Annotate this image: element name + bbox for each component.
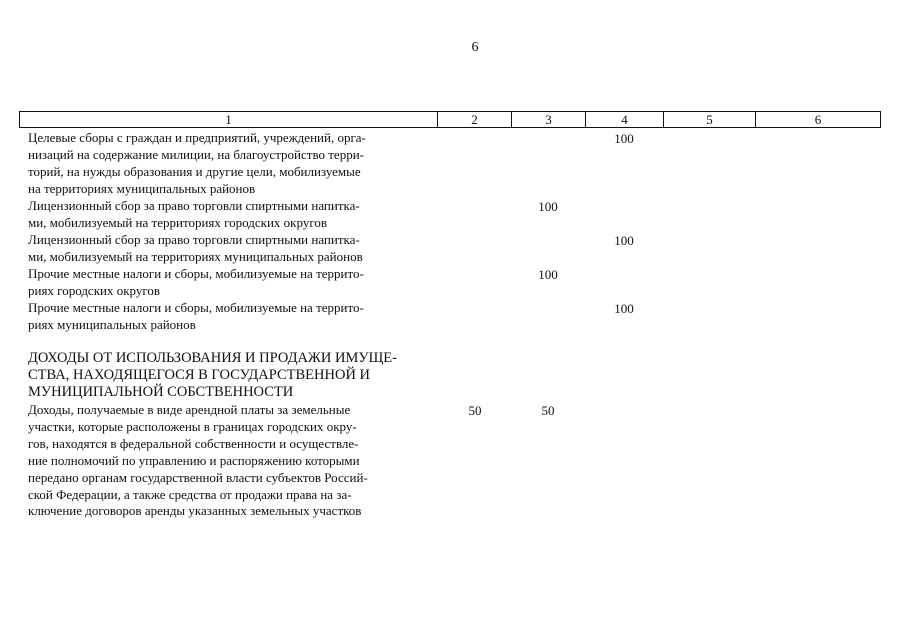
header-col-1: 1 — [20, 112, 438, 127]
table-row-label — [28, 198, 428, 232]
header-col-2: 2 — [438, 112, 512, 127]
row-line: участки, которые расположены в границах городских окру- — [28, 418, 357, 434]
row-value-col4: 100 — [614, 233, 634, 248]
row-line: ми, мобилизуемый на территориях муниципальных районов — [28, 248, 363, 264]
row-value-col3: 100 — [538, 199, 558, 214]
row-line: на территориях муниципальных районов — [28, 180, 256, 196]
row-value-col4: 100 — [614, 131, 634, 146]
row-line: ми, мобилизуемый на территориях городских округов — [28, 214, 327, 230]
table-row-label — [28, 266, 428, 300]
table-header-row — [19, 111, 881, 128]
row-value-col3: 50 — [541, 403, 555, 418]
row-line: риях муниципальных районов — [28, 316, 196, 332]
row-line: низаций на содержание милиции, на благоустройство терри- — [28, 146, 364, 162]
row-line: Доходы, получаемые в виде арендной платы за земельные — [28, 402, 351, 417]
section-heading-line: ДОХОДЫ ОТ ИСПОЛЬЗОВАНИЯ И ПРОДАЖИ ИМУЩЕ- — [28, 350, 397, 366]
table-row-label — [28, 402, 428, 520]
row-line: риях городских округов — [28, 282, 161, 298]
row-value-col4: 100 — [614, 301, 634, 316]
row-line: Лицензионный сбор за право торговли спиртными напитка- — [28, 232, 360, 247]
row-value-col3: 100 — [538, 267, 558, 282]
row-value-col2: 50 — [468, 403, 482, 418]
table-row-label — [28, 232, 428, 266]
row-line: Целевые сборы с граждан и предприятий, учреждений, орга- — [28, 130, 366, 145]
row-line: передано органам государственной власти субъектов Россий- — [28, 469, 368, 485]
row-line: ключение договоров аренды указанных земельных участков — [28, 503, 362, 519]
header-col-6: 6 — [814, 112, 822, 127]
section-heading-line: СТВА, НАХОДЯЩЕГОСЯ В ГОСУДАРСТВЕННОЙ И — [28, 367, 371, 383]
row-line: торий, на нужды образования и другие цели, мобилизуемые — [28, 163, 361, 179]
row-line: ской Федерации, а также средства от продажи права на за- — [28, 486, 352, 502]
section-heading-line: МУНИЦИПАЛЬНОЙ СОБСТВЕННОСТИ — [28, 384, 294, 400]
header-col-5: 5 — [664, 112, 756, 127]
header-col-3: 3 — [512, 112, 586, 127]
row-line: Лицензионный сбор за право торговли спиртными напитка- — [28, 198, 360, 213]
page-number: 6 — [471, 40, 479, 55]
row-line: Прочие местные налоги и сборы, мобилизуемые на террито- — [28, 300, 364, 315]
row-line: Прочие местные налоги и сборы, мобилизуемые на террито- — [28, 266, 364, 281]
table-row-label — [28, 130, 428, 198]
row-line: ние полномочий по управлению и распоряжению которыми — [28, 452, 360, 468]
section-heading — [28, 350, 448, 401]
header-col-4: 4 — [586, 112, 664, 127]
table-row-label — [28, 300, 428, 334]
row-line: гов, находятся в федеральной собственности и осуществле- — [28, 435, 359, 451]
